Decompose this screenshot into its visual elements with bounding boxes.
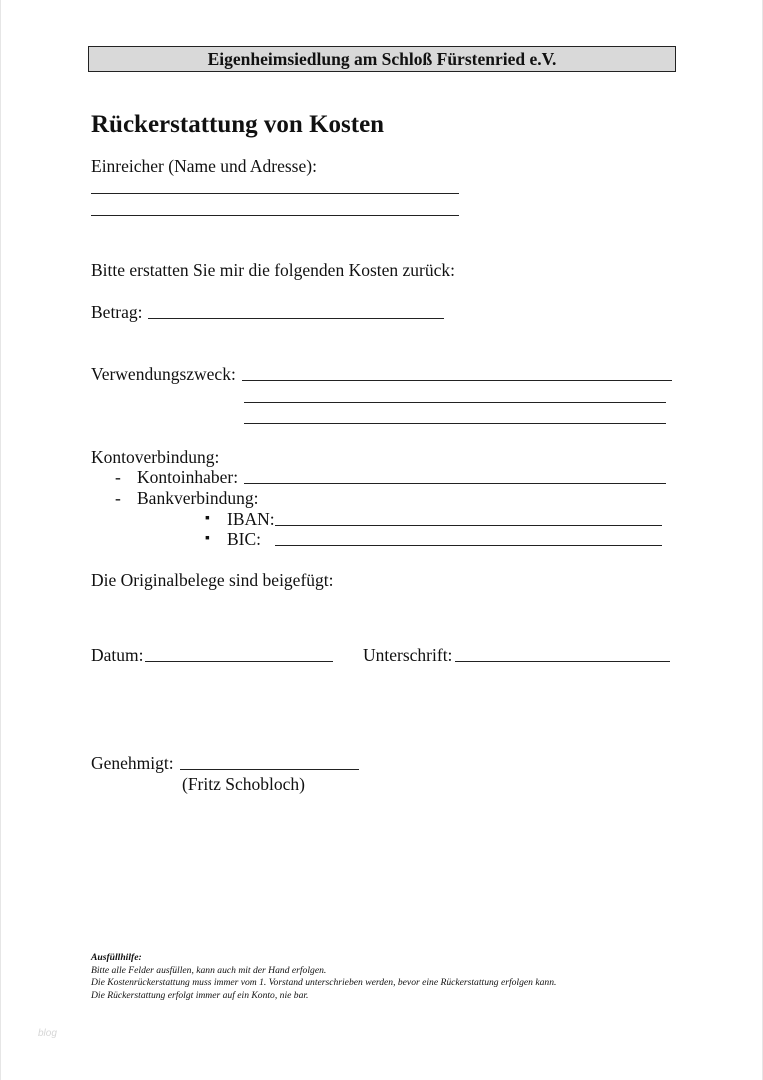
fill-help-line: Die Rückerstattung erfolgt immer auf ein Konto, nie bar.: [91, 989, 309, 1001]
amount-field[interactable]: [148, 318, 444, 319]
bic-label: BIC:: [227, 529, 262, 549]
account-holder-field[interactable]: [244, 483, 666, 484]
iban-field[interactable]: [275, 525, 662, 526]
fill-help-line: Die Kostenrückerstattung muss immer vom 1. Vorstand unterschrieben werden, bevor eine Rückerstattung erfolgen kann.: [91, 977, 557, 988]
list-dash: -: [115, 488, 121, 508]
purpose-line-3[interactable]: [244, 423, 666, 424]
purpose-line-1[interactable]: [242, 380, 672, 381]
list-dash: -: [115, 467, 121, 487]
bullet-icon: ▪: [205, 531, 210, 546]
fill-help-line: Bitte alle Felder ausfüllen, kann auch mit der Hand erfolgen.: [91, 964, 327, 976]
signature-field[interactable]: [455, 661, 670, 662]
watermark: blog: [38, 1028, 57, 1039]
purpose-label: Verwendungszweck:: [91, 364, 236, 384]
date-field[interactable]: [145, 661, 333, 662]
iban-label: IBAN:: [227, 509, 275, 529]
approved-label: Genehmigt:: [91, 753, 174, 773]
approval-signature-field[interactable]: [180, 769, 359, 770]
account-holder-label: Kontoinhaber:: [137, 467, 239, 487]
submitter-line-1[interactable]: [91, 193, 459, 194]
bank-label: Bankverbindung:: [137, 488, 259, 508]
approver-name: (Fritz Schobloch): [182, 774, 305, 794]
submitter-line-2[interactable]: [91, 215, 459, 216]
account-label: Kontoverbindung:: [91, 447, 220, 467]
bic-field[interactable]: [275, 545, 662, 546]
receipts-text: Die Originalbelege sind beigefügt:: [91, 570, 334, 590]
submitter-label: Einreicher (Name und Adresse):: [91, 156, 317, 176]
signature-label: Unterschrift:: [363, 645, 453, 665]
fill-help-heading: Ausfüllhilfe:: [91, 952, 142, 963]
request-text: Bitte erstatten Sie mir die folgenden Kosten zurück:: [91, 260, 455, 280]
amount-label: Betrag:: [91, 302, 143, 322]
association-header: Eigenheimsiedlung am Schloß Fürstenried e.V.: [88, 46, 676, 72]
fill-help: [91, 952, 556, 1002]
page-title: Rückerstattung von Kosten: [91, 111, 385, 138]
date-label: Datum:: [91, 645, 144, 665]
bullet-icon: ▪: [205, 511, 210, 526]
purpose-line-2[interactable]: [244, 402, 666, 403]
